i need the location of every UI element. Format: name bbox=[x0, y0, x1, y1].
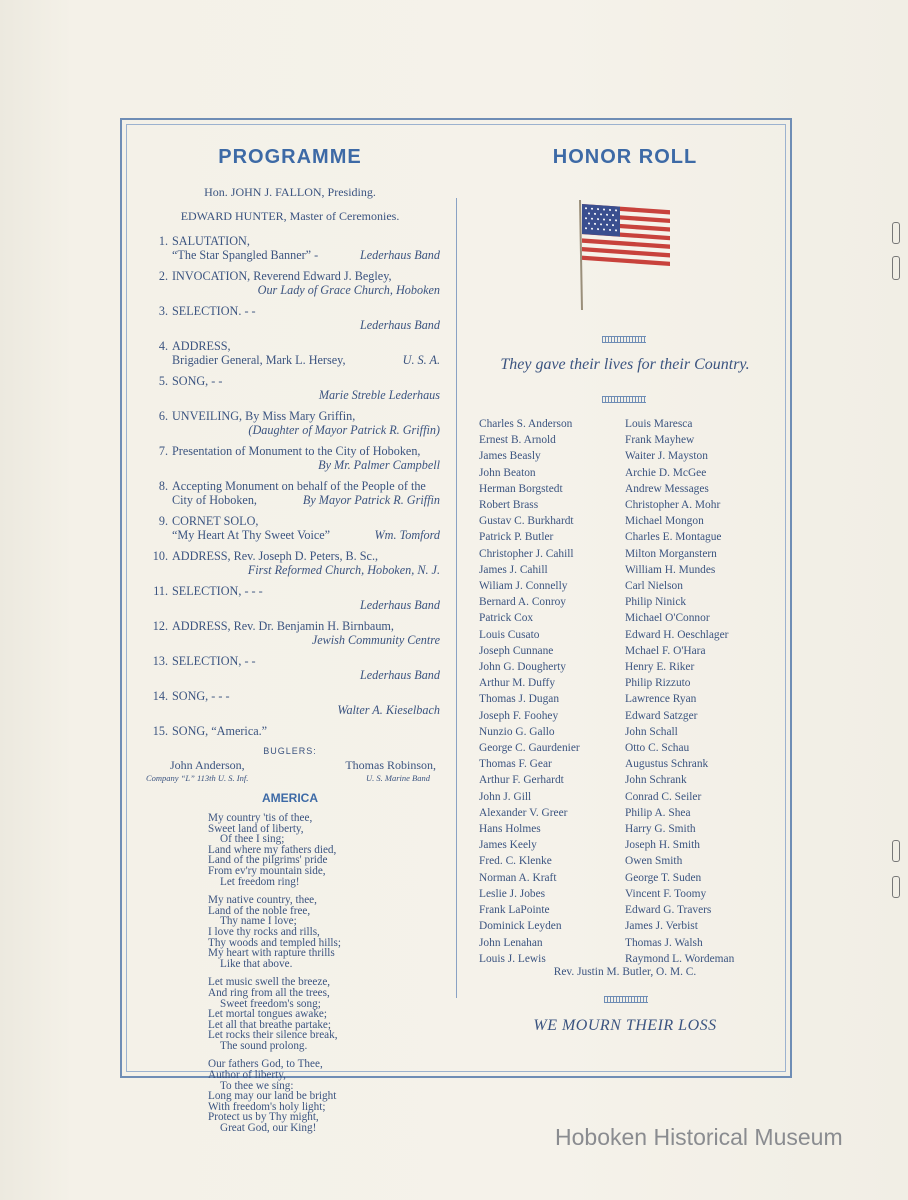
programme-column bbox=[140, 140, 440, 1134]
bugler-unit: Company “L” 113th U. S. Inf. bbox=[146, 773, 249, 783]
programme-item bbox=[140, 479, 440, 507]
bugler-name: John Anderson, bbox=[170, 758, 245, 772]
honor-name: Joseph F. Foohey bbox=[479, 709, 559, 722]
master-line: EDWARD HUNTER, Master of Ceremonies. bbox=[180, 209, 400, 223]
honor-name: Archie D. McGee bbox=[625, 466, 707, 479]
honor-name: Arthur M. Duffy bbox=[479, 677, 556, 690]
item-detail: “My Heart At Thy Sweet Voice” bbox=[172, 528, 331, 542]
honor-name: Edward Satzger bbox=[625, 709, 698, 722]
honor-name: Hans Holmes bbox=[479, 823, 541, 836]
honor-name: Mchael F. O'Hara bbox=[625, 644, 706, 657]
item-detail: “The Star Spangled Banner” - bbox=[172, 248, 319, 262]
honor-name: Thomas J. Walsh bbox=[625, 936, 703, 949]
honor-name: Arthur F. Gerhardt bbox=[479, 774, 564, 787]
honor-name: John J. Gill bbox=[479, 790, 532, 803]
programme-item bbox=[140, 304, 440, 332]
item-number: 2. bbox=[158, 269, 168, 283]
lyric-line: Let music swell the breeze, bbox=[208, 976, 331, 989]
honor-name: Joseph H. Smith bbox=[625, 839, 700, 852]
honor-name: Alexander V. Greer bbox=[479, 806, 568, 819]
item-title: SELECTION, - - bbox=[172, 654, 256, 668]
honor-name: Philip Ninick bbox=[625, 596, 687, 609]
honor-name: James J. Verbist bbox=[625, 920, 698, 933]
american-flag-icon bbox=[576, 198, 674, 310]
honor-roll-heading: HONOR ROLL bbox=[552, 146, 698, 168]
item-performer: Marie Streble Lederhaus bbox=[318, 388, 440, 402]
honor-name: Conrad C. Seiler bbox=[625, 790, 702, 803]
ornament-divider bbox=[604, 996, 648, 1003]
item-number: 14. bbox=[152, 689, 168, 703]
lyric-line: Land of the pilgrims' pride bbox=[208, 854, 328, 867]
item-number: 9. bbox=[158, 514, 168, 528]
item-number: 6. bbox=[158, 409, 168, 423]
item-performer: First Reformed Church, Hoboken, N. J. bbox=[247, 563, 440, 577]
programme-item bbox=[140, 619, 440, 647]
lyric-line: And ring from all the trees, bbox=[208, 986, 330, 999]
item-performer: Lederhaus Band bbox=[359, 248, 440, 262]
staple-icon bbox=[892, 222, 900, 244]
honor-name: Augustus Schrank bbox=[625, 758, 709, 771]
lyric-line: Our fathers God, to Thee, bbox=[208, 1058, 323, 1071]
honor-name: Thomas F. Gear bbox=[479, 758, 552, 771]
item-title: Presentation of Monument to the City of Hoboken, bbox=[172, 444, 421, 458]
honor-name: Dominick Leyden bbox=[479, 920, 562, 933]
lyric-stanza bbox=[208, 1059, 440, 1133]
lyric-line: Thy name I love; bbox=[220, 915, 297, 928]
item-performer: By Mayor Patrick R. Griffin bbox=[302, 493, 440, 507]
honor-name: George T. Suden bbox=[625, 871, 702, 884]
honor-name: Vincent F. Toomy bbox=[625, 887, 707, 900]
item-title: SELECTION, - - - bbox=[172, 584, 263, 598]
lyric-line: Let rocks their silence break, bbox=[208, 1029, 338, 1042]
item-performer: By Mr. Palmer Campbell bbox=[318, 458, 440, 472]
item-title: ADDRESS, Rev. Dr. Benjamin H. Birnbaum, bbox=[172, 619, 394, 633]
item-title: SALUTATION, bbox=[172, 234, 250, 248]
item-title: SONG, “America.” bbox=[172, 724, 268, 738]
honor-name: Ernest B. Arnold bbox=[479, 434, 556, 447]
honor-name: Owen Smith bbox=[625, 855, 683, 868]
item-title: CORNET SOLO, bbox=[172, 514, 259, 528]
honor-name: Norman A. Kraft bbox=[479, 871, 557, 884]
presiding-line: Hon. JOHN J. FALLON, Presiding. bbox=[204, 185, 376, 199]
programme-item bbox=[140, 234, 440, 262]
honor-name: Louis Maresca bbox=[625, 418, 693, 430]
honor-name: Louis J. Lewis bbox=[479, 952, 546, 965]
lyric-line: Land of the noble free, bbox=[208, 904, 311, 917]
honor-name: James Beasly bbox=[479, 450, 541, 463]
item-number: 4. bbox=[158, 339, 168, 353]
honor-name: James Keely bbox=[479, 839, 537, 852]
staple-icon bbox=[892, 840, 900, 862]
item-performer: Walter A. Kieselbach bbox=[337, 703, 440, 717]
item-performer: U. S. A. bbox=[402, 353, 440, 367]
lyric-line: Of thee I sing; bbox=[220, 833, 285, 846]
honor-name: Raymond L. Wordeman bbox=[625, 952, 735, 965]
lyric-line: Sweet freedom's song; bbox=[220, 997, 321, 1010]
honor-name: Herman Borgstedt bbox=[479, 482, 563, 495]
lyric-line: My native country, thee, bbox=[208, 894, 317, 907]
honor-name: Christopher J. Cahill bbox=[479, 547, 574, 560]
honor-name: John Lenahan bbox=[479, 936, 543, 949]
honor-name: Andrew Messages bbox=[625, 482, 709, 495]
honor-roll-names bbox=[479, 416, 779, 967]
programme-item bbox=[140, 444, 440, 472]
honor-name: Wiliam J. Connelly bbox=[479, 580, 568, 593]
honor-name: Joseph Cunnane bbox=[479, 644, 554, 657]
buglers-units bbox=[140, 773, 440, 783]
item-number: 12. bbox=[152, 619, 168, 633]
item-number: 11. bbox=[153, 584, 168, 598]
honor-name: Waiter J. Mayston bbox=[625, 450, 708, 463]
honor-name: Harry G. Smith bbox=[625, 823, 696, 836]
honor-name: John G. Dougherty bbox=[479, 661, 567, 674]
item-number: 5. bbox=[158, 374, 168, 388]
honor-name: Carl Nielson bbox=[625, 580, 683, 593]
item-title: ADDRESS, bbox=[172, 339, 231, 353]
item-performer: Wm. Tomford bbox=[374, 528, 440, 542]
staple-icon bbox=[892, 256, 900, 280]
honor-name: Milton Morganstern bbox=[625, 547, 717, 560]
lyric-stanza bbox=[208, 977, 440, 1051]
item-title: UNVEILING, By Miss Mary Griffin, bbox=[172, 409, 356, 423]
honor-name: Bernard A. Conroy bbox=[479, 596, 566, 609]
honor-name: Gustav C. Burkhardt bbox=[479, 515, 574, 528]
lyric-line: My heart with rapture thrills bbox=[208, 947, 335, 960]
honor-name: Edward H. Oeschlager bbox=[625, 628, 729, 641]
honor-name: Philip A. Shea bbox=[625, 806, 691, 819]
programme-heading: PROGRAMME bbox=[218, 146, 362, 168]
item-title: INVOCATION, Reverend Edward J. Begley, bbox=[172, 269, 392, 283]
lyric-line: I love thy rocks and rills, bbox=[208, 925, 320, 938]
bugler-name: Thomas Robinson, bbox=[345, 758, 436, 772]
programme-item bbox=[140, 724, 440, 738]
bugler-unit: U. S. Marine Band bbox=[366, 773, 430, 783]
honor-name: George C. Gaurdenier bbox=[479, 742, 580, 755]
item-number: 15. bbox=[152, 724, 168, 738]
honor-roll-column bbox=[470, 140, 780, 169]
item-title: ADDRESS, Rev. Joseph D. Peters, B. Sc., bbox=[172, 549, 379, 563]
lyric-line: Protect us by Thy might, bbox=[208, 1111, 319, 1124]
item-detail: City of Hoboken, bbox=[172, 493, 257, 507]
item-performer: Lederhaus Band bbox=[359, 668, 440, 682]
america-lyrics bbox=[140, 813, 440, 1134]
lyric-line: From ev'ry mountain side, bbox=[208, 864, 326, 877]
honor-name: Frank Mayhew bbox=[625, 434, 695, 447]
honor-name: Christopher A. Mohr bbox=[625, 499, 721, 512]
buglers-names bbox=[140, 758, 440, 773]
honor-name: Otto C. Schau bbox=[625, 742, 690, 755]
honor-name: Charles E. Montague bbox=[625, 531, 722, 544]
lyric-line: Great God, our King! bbox=[220, 1122, 317, 1135]
honor-name: Robert Brass bbox=[479, 499, 539, 512]
lyric-line: Let freedom ring! bbox=[220, 875, 300, 888]
honor-name: William H. Mundes bbox=[625, 563, 716, 576]
programme-item bbox=[140, 374, 440, 402]
lyric-line: Let mortal tongues awake; bbox=[208, 1008, 327, 1021]
honor-name: Michael O'Connor bbox=[625, 612, 710, 625]
honor-name: Frank LaPointe bbox=[479, 904, 550, 917]
ornament-divider bbox=[602, 336, 646, 343]
honor-name: Lawrence Ryan bbox=[625, 693, 697, 706]
lyric-line: My country 'tis of thee, bbox=[208, 812, 313, 824]
honor-name: Nunzio G. Gallo bbox=[479, 725, 555, 738]
programme-item bbox=[140, 339, 440, 367]
names-column-2 bbox=[625, 416, 775, 967]
lyric-stanza bbox=[208, 813, 440, 887]
item-title: Accepting Monument on behalf of the People of the bbox=[172, 479, 426, 493]
item-performer: Lederhaus Band bbox=[359, 318, 440, 332]
honor-name: Philip Rizzuto bbox=[625, 677, 691, 690]
lyric-line: Sweet land of liberty, bbox=[208, 822, 304, 835]
item-title: SONG, - - - bbox=[172, 689, 230, 703]
item-number: 13. bbox=[152, 654, 168, 668]
lyric-line: With freedom's holy light; bbox=[208, 1100, 326, 1113]
item-number: 1. bbox=[158, 234, 168, 248]
item-performer: Jewish Community Centre bbox=[311, 633, 440, 647]
item-number: 7. bbox=[158, 444, 168, 458]
item-performer: Lederhaus Band bbox=[359, 598, 440, 612]
programme-item bbox=[140, 654, 440, 682]
item-number: 8. bbox=[158, 479, 168, 493]
honor-name: Henry E. Riker bbox=[625, 661, 695, 674]
lyric-line: Long may our land be bright bbox=[208, 1090, 337, 1103]
honor-name: Patrick Cox bbox=[479, 612, 534, 625]
lyric-stanza bbox=[208, 895, 440, 969]
ornament-divider bbox=[602, 396, 646, 403]
honor-name: James J. Cahill bbox=[479, 563, 548, 576]
america-heading: AMERICA bbox=[262, 791, 318, 805]
closing-line: WE MOURN THEIR LOSS bbox=[533, 1017, 717, 1034]
honor-name: Edward G. Travers bbox=[625, 904, 712, 917]
honor-name: Louis Cusato bbox=[479, 628, 540, 641]
buglers-heading: BUGLERS: bbox=[263, 746, 317, 756]
programme-item bbox=[140, 409, 440, 437]
column-divider bbox=[456, 198, 457, 998]
lyric-line: Author of liberty, bbox=[208, 1069, 286, 1082]
programme-item bbox=[140, 549, 440, 577]
honor-name: Thomas J. Dugan bbox=[479, 693, 560, 706]
lyric-line: The sound prolong. bbox=[220, 1039, 308, 1052]
chaplain-name: Rev. Justin M. Butler, O. M. C. bbox=[553, 966, 697, 978]
honor-name: John Beaton bbox=[479, 466, 536, 479]
honor-name: John Schall bbox=[625, 725, 678, 738]
lyric-line: To thee we sing: bbox=[220, 1079, 294, 1092]
item-performer: Our Lady of Grace Church, Hoboken bbox=[257, 283, 440, 297]
item-title: SONG, - - bbox=[172, 374, 223, 388]
programme-item bbox=[140, 584, 440, 612]
programme-item bbox=[140, 689, 440, 717]
honor-name: Fred. C. Klenke bbox=[479, 855, 552, 868]
lyric-line: Land where my fathers died, bbox=[208, 843, 337, 856]
lyric-line: Like that above. bbox=[220, 957, 293, 970]
lyric-line: Let all that breathe partake; bbox=[208, 1018, 331, 1031]
item-number: 10. bbox=[152, 549, 168, 563]
item-number: 3. bbox=[158, 304, 168, 318]
staple-icon bbox=[892, 876, 900, 898]
programme-list bbox=[140, 234, 440, 738]
honor-name: Charles S. Anderson bbox=[479, 418, 573, 430]
item-detail: Brigadier General, Mark L. Hersey, bbox=[172, 353, 346, 367]
item-title: SELECTION. - - bbox=[172, 304, 256, 318]
programme-item bbox=[140, 514, 440, 542]
programme-item bbox=[140, 269, 440, 297]
honor-roll-tagline: They gave their lives for their Country. bbox=[500, 356, 750, 373]
lyric-line: Thy woods and templed hills; bbox=[208, 936, 341, 949]
museum-watermark: Hoboken Historical Museum bbox=[555, 1124, 843, 1150]
honor-name: Leslie J. Jobes bbox=[479, 887, 546, 900]
honor-name: Michael Mongon bbox=[625, 515, 704, 528]
honor-name: John Schrank bbox=[625, 774, 687, 787]
honor-name: Patrick P. Butler bbox=[479, 531, 554, 544]
names-column-1 bbox=[479, 416, 625, 967]
item-performer: (Daughter of Mayor Patrick R. Griffin) bbox=[248, 423, 440, 437]
